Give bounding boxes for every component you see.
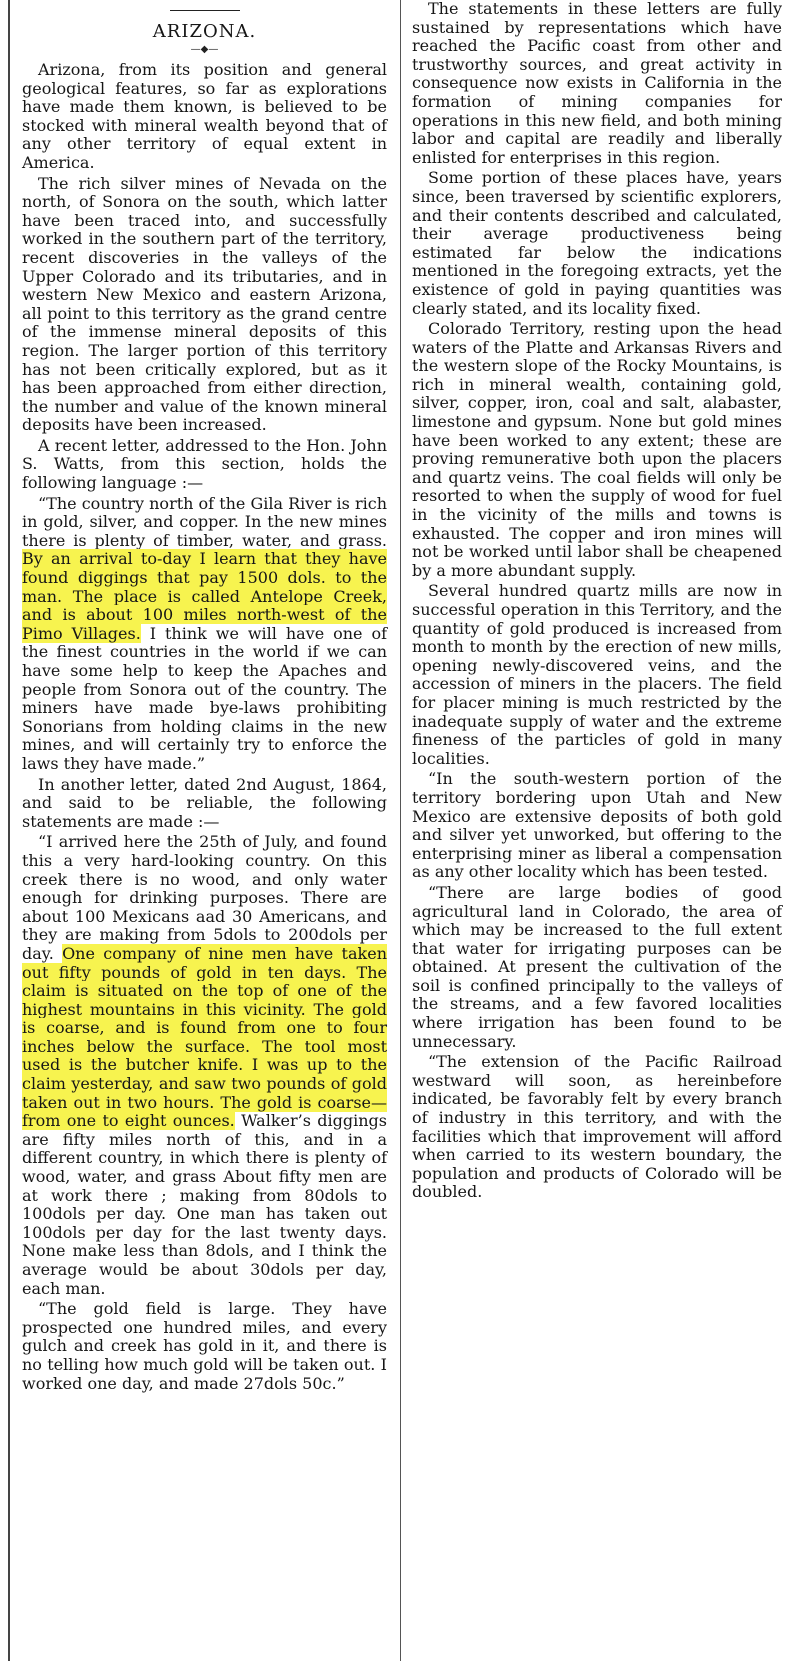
highlighted-passage-antelope-creek: By an arrival to-day I learn that they have found diggings that pay 1500 dols. to the man. The place is called Antelope Creek, and is about 100 miles north-west of the Pimo Villages. [22,549,387,643]
paragraph-statements: The statements in these letters are fully sustained by representations which have reached the Pacific coast from other and trustworthy sources, and great activity in consequence now exists in California in the formation of mining companies for operations in this new field, and both mining labor and capital are readily and liberally enlisted for enterprises in this region. [412,0,782,167]
paragraph-second-letter-intro: In another letter, dated 2nd August, 1864, and said to be reliable, the following statements are made :— [22,774,387,831]
paragraph-quartz-mills: Several hundred quartz mills are now in successful operation in this Territory, and the quantity of gold produced is increased from month to month by the erection of new mills, opening newly-discovered veins, and the accession of miners in the placers. The field for placer mining is much restricted by the inadequate supply of water and the extreme fineness of the particles of gold in many localities. [412,581,782,768]
paragraph-letter-intro: A recent letter, addressed to the Hon. John S. Watts, from this section, holds the following language :— [22,435,387,493]
highlighted-passage-gold-claim: One company of nine men have taken out fifty pounds of gold in ten days. The claim is situated on the top of one of the highest mountains in this vicinity. The gold is coarse, and is found from one to four inches below the surface. The tool most used is the butcher knife. I was up to the claim yesterday, and saw two pounds of gold taken out in two hours. The gold is coarse—from one to eight ounces. [22,943,387,1131]
paragraph-gold-field: “The gold field is large. They have prospected one hundred miles, and every gulch and creek has gold in it, and there is no telling how much gold will be taken out. I worked one day, and made 27dols 50c.” [22,1299,387,1393]
paragraph-south-western: “In the south-western portion of the territory bordering upon Utah and New Mexico are extensive deposits of both gold and silver yet unworked, but offering to the enterprising miner as liberal a compensation as any other locality which has been tested. [412,769,782,882]
paragraph-agricultural-land: “There are large bodies of good agricultural land in Colorado, the area of which may be increased to the full extent that water for irrigating purposes can be obtained. At present the cultivation of the soil is confined principally to the valleys of the streams, and a few favored localities where irrigation has been found to be unnecessary. [412,882,782,1051]
article-title: ARIZONA. [152,21,257,42]
header-rule [170,10,240,11]
paragraph-silver-mines: The rich silver mines of Nevada on the north, of Sonora on the south, which latter have been traced into, and successfully worked in the southern part of the territory, recent discoveries in the valleys of the Upper Colorado and its tributaries, and in western New Mexico and eastern Arizona, all point to this territory as the grand centre of the immense mineral deposits of this region. The larger portion of this territory has not been critically explored, but as it has been approached from either direction, the number and value of the known mineral deposits have been increased. [22,173,387,435]
column-divider [400,0,401,1661]
july-letter-end: Walker’s diggings are fifty miles north of this, and in a different country, in which there is plenty of wood, water, and grass About fifty men are at work there ; making from 80dols to 100dols per day. One man has taken out 100dols per day for the last twenty days. None make less than 8dols, and I think the average would be about 30dols per day, each man. [22,1111,387,1298]
paragraph-pacific-railroad: “The extension of the Pacific Railroad westward will soon, as hereinbefore indicated, be favorably felt by every branch of industry in this territory, and with the facilities which that improvement will afford when carried to its western boundary, the population and products of Colorado will be doubled. [412,1052,782,1202]
gila-letter-start: “The country north of the Gila River is rich in gold, silver, and copper. In the new mines there is plenty of timber, water, and grass. [22,493,387,550]
july-letter-start: “I arrived here the 25th of July, and found this a very hard-looking country. On this creek there is no wood, and only water enough for drinking purposes. There are about 100 Mexicans aad 30 Americans, and they are making from 5dols to 200dols per day. [22,832,387,963]
paragraph-colorado-territory: Colorado Territory, resting upon the head waters of the Platte and Arkansas Rivers and the western slope of the Rocky Mountains, is rich in mineral wealth, containing gold, silver, copper, iron, coal and salt, alabaster, limestone and gypsum. None but gold mines have been worked to any extent; these are proving remunerative both upon the placers and quartz veins. The coal fields will only be resorted to when the supply of wood for fuel in the vicinity of the mills and towns is exhausted. The copper and iron mines will not be worked until labor shall be cheapened by a more abundant supply. [412,319,782,580]
right-column [406,0,782,1661]
paragraph-explorers: Some portion of these places have, years since, been traversed by scientific explorers, and their contents described and calculated, their average productiveness being estimated far below the indications mentioned in the foregoing extracts, yet the existence of gold in paying quantities was clearly stated, and its locality fixed. [412,168,782,318]
paragraph-july-letter [22,833,387,1298]
left-border-rule [8,0,10,1661]
left-column [22,0,393,1661]
paragraph-intro: Arizona, from its position and general geological features, so far as explorations have made them known, is believed to be stocked with mineral wealth beyond that of any other territory of equal extent in America. [22,60,387,172]
title-ornament: —◆— [190,44,219,55]
paragraph-gila-letter [22,495,387,774]
gila-letter-end: I think we will have one of the finest countries in the world if we can have some help to keep the Apaches and people from Sonora out of the country. The miners have made bye-laws prohibiting Sonorians from holding claims in the new mines, and will certainly try to enforce the laws they have made.” [22,623,387,773]
